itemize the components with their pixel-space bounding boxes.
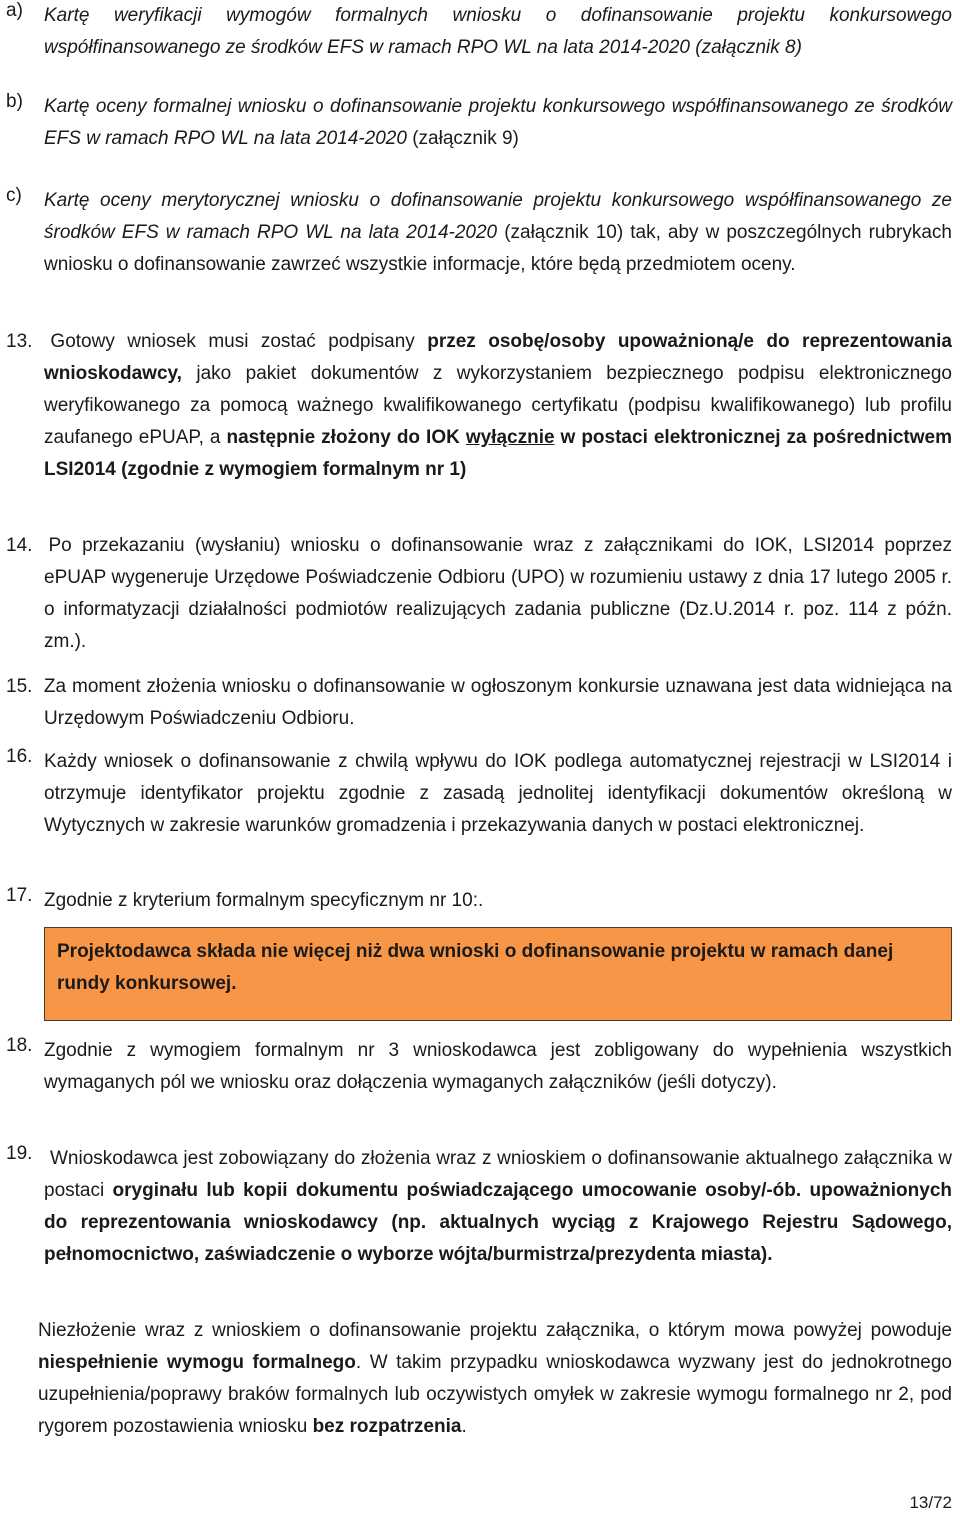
list-item-b — [6, 91, 952, 155]
paragraph-18 — [6, 1035, 952, 1099]
paragraph-number: 19. — [6, 1143, 33, 1164]
paragraph-number: 16. — [6, 746, 33, 767]
list-item-a — [6, 0, 952, 64]
closing-paragraph — [6, 1315, 952, 1443]
paragraph-16 — [6, 746, 952, 842]
highlight-box — [44, 927, 952, 1021]
paragraph-15 — [6, 671, 952, 735]
list-text: Kartę oceny merytorycznej wniosku o dofinansowanie projektu konkursowego współfinansowanego ze środków EFS w ramach RPO WL na lata 2014-2020 (załącznik 10) tak, aby w poszczególnych rubrykach wniosku o dofinansowanie zawrzeć wszystkie informacje, które będą przedmiotem oceny. — [44, 190, 953, 275]
paragraph-text: Niezłożenie wraz z wnioskiem o dofinansowanie projektu załącznika, o którym mowa powyżej powoduje niespełnienie wymogu formalnego. W takim przypadku wnioskodawca wyzwany jest do jednokrotnego uzupełnienia/poprawy braków formalnych lub oczywistych omyłek w zakresie wymogu formalnego nr 2, pod rygorem pozostawienia wniosku bez rozpatrzenia. — [38, 1320, 952, 1437]
list-text: Kartę oceny formalnej wniosku o dofinansowanie projektu konkursowego współfinansowanego ze środków EFS w ramach RPO WL na lata 2014-2020 (załącznik 9) — [44, 96, 952, 149]
paragraph-19 — [6, 1143, 952, 1271]
paragraph-text: Zgodnie z kryterium formalnym specyficznym nr 10:. — [44, 890, 484, 911]
highlight-text: Projektodawca składa nie więcej niż dwa wnioski o dofinansowanie projektu w ramach danej rundy konkursowej. — [57, 941, 894, 994]
paragraph-number: 18. — [6, 1035, 33, 1056]
paragraph-17 — [6, 885, 952, 917]
paragraph-text: Każdy wniosek o dofinansowanie z chwilą wpływu do IOK podlega automatycznej rejestracji w LSI2014 i otrzymuje identyfikator projektu zgodnie z zasadą jednolitej identyfikacji dokumentów określoną w Wytycznych w zakresie warunków gromadzenia i przekazywania danych w postaci elektronicznej. — [44, 751, 952, 836]
list-item-c — [6, 185, 952, 281]
paragraph-13 — [6, 326, 952, 486]
paragraph-text: 15. Za moment złożenia wniosku o dofinansowanie w ogłoszonym konkursie uznawana jest data widniejąca na Urzędowym Poświadczeniu Odbioru. — [6, 676, 953, 729]
page-number: 13/72 — [909, 1493, 952, 1512]
paragraph-number: 17. — [6, 885, 33, 906]
paragraph-text: Wnioskodawca jest zobowiązany do złożenia wraz z wnioskiem o dofinansowanie aktualnego załącznika w postaci oryginału lub kopii dokumentu poświadczającego umocowanie osoby/-ób. upoważnionych do reprezentowania wnioskodawcy (np. aktualnych wyciąg z Krajowego Rejestru Sądowego, pełnomocnictwo, zaświadczenie o wyborze wójta/burmistrza/prezydenta miasta). — [44, 1148, 952, 1265]
list-label: c) — [6, 185, 22, 206]
list-label: b) — [6, 91, 23, 112]
paragraph-14 — [6, 530, 952, 658]
paragraph-text: 14. Po przekazaniu (wysłaniu) wniosku o dofinansowanie wraz z załącznikami do IOK, LSI2014 poprzez ePUAP wygeneruje Urzędowe Poświadczenie Odbioru (UPO) w rozumieniu ustawy z dnia 17 lutego 2005 r. o informatyzacji działalności podmiotów realizujących zadania publiczne (Dz.U.2014 r. poz. 114 z późn. zm.). — [6, 535, 952, 652]
paragraph-text: 13. Gotowy wniosek musi zostać podpisany przez osobę/osoby upoważnioną/e do reprezentowania wnioskodawcy, jako pakiet dokumentów z wykorzystaniem bezpiecznego podpisu elektronicznego weryfikowanego za pomocą ważnego kwalifikowanego certyfikatu (podpisu kwalifikowanego) lub profilu zaufanego ePUAP, a następnie złożony do IOK wyłącznie w postaci elektronicznej za pośrednictwem LSI2014 (zgodnie z wymogiem formalnym nr 1) — [6, 331, 952, 480]
list-label: a) — [6, 0, 23, 21]
list-text: Kartę weryfikacji wymogów formalnych wniosku o dofinansowanie projektu konkursowego współfinansowanego ze środków EFS w ramach RPO WL na lata 2014-2020 (załącznik 8) — [44, 5, 952, 58]
paragraph-text: Zgodnie z wymogiem formalnym nr 3 wnioskodawca jest zobligowany do wypełnienia wszystkich wymaganych pól we wniosku oraz dołączenia wymaganych załączników (jeśli dotyczy). — [44, 1040, 952, 1093]
